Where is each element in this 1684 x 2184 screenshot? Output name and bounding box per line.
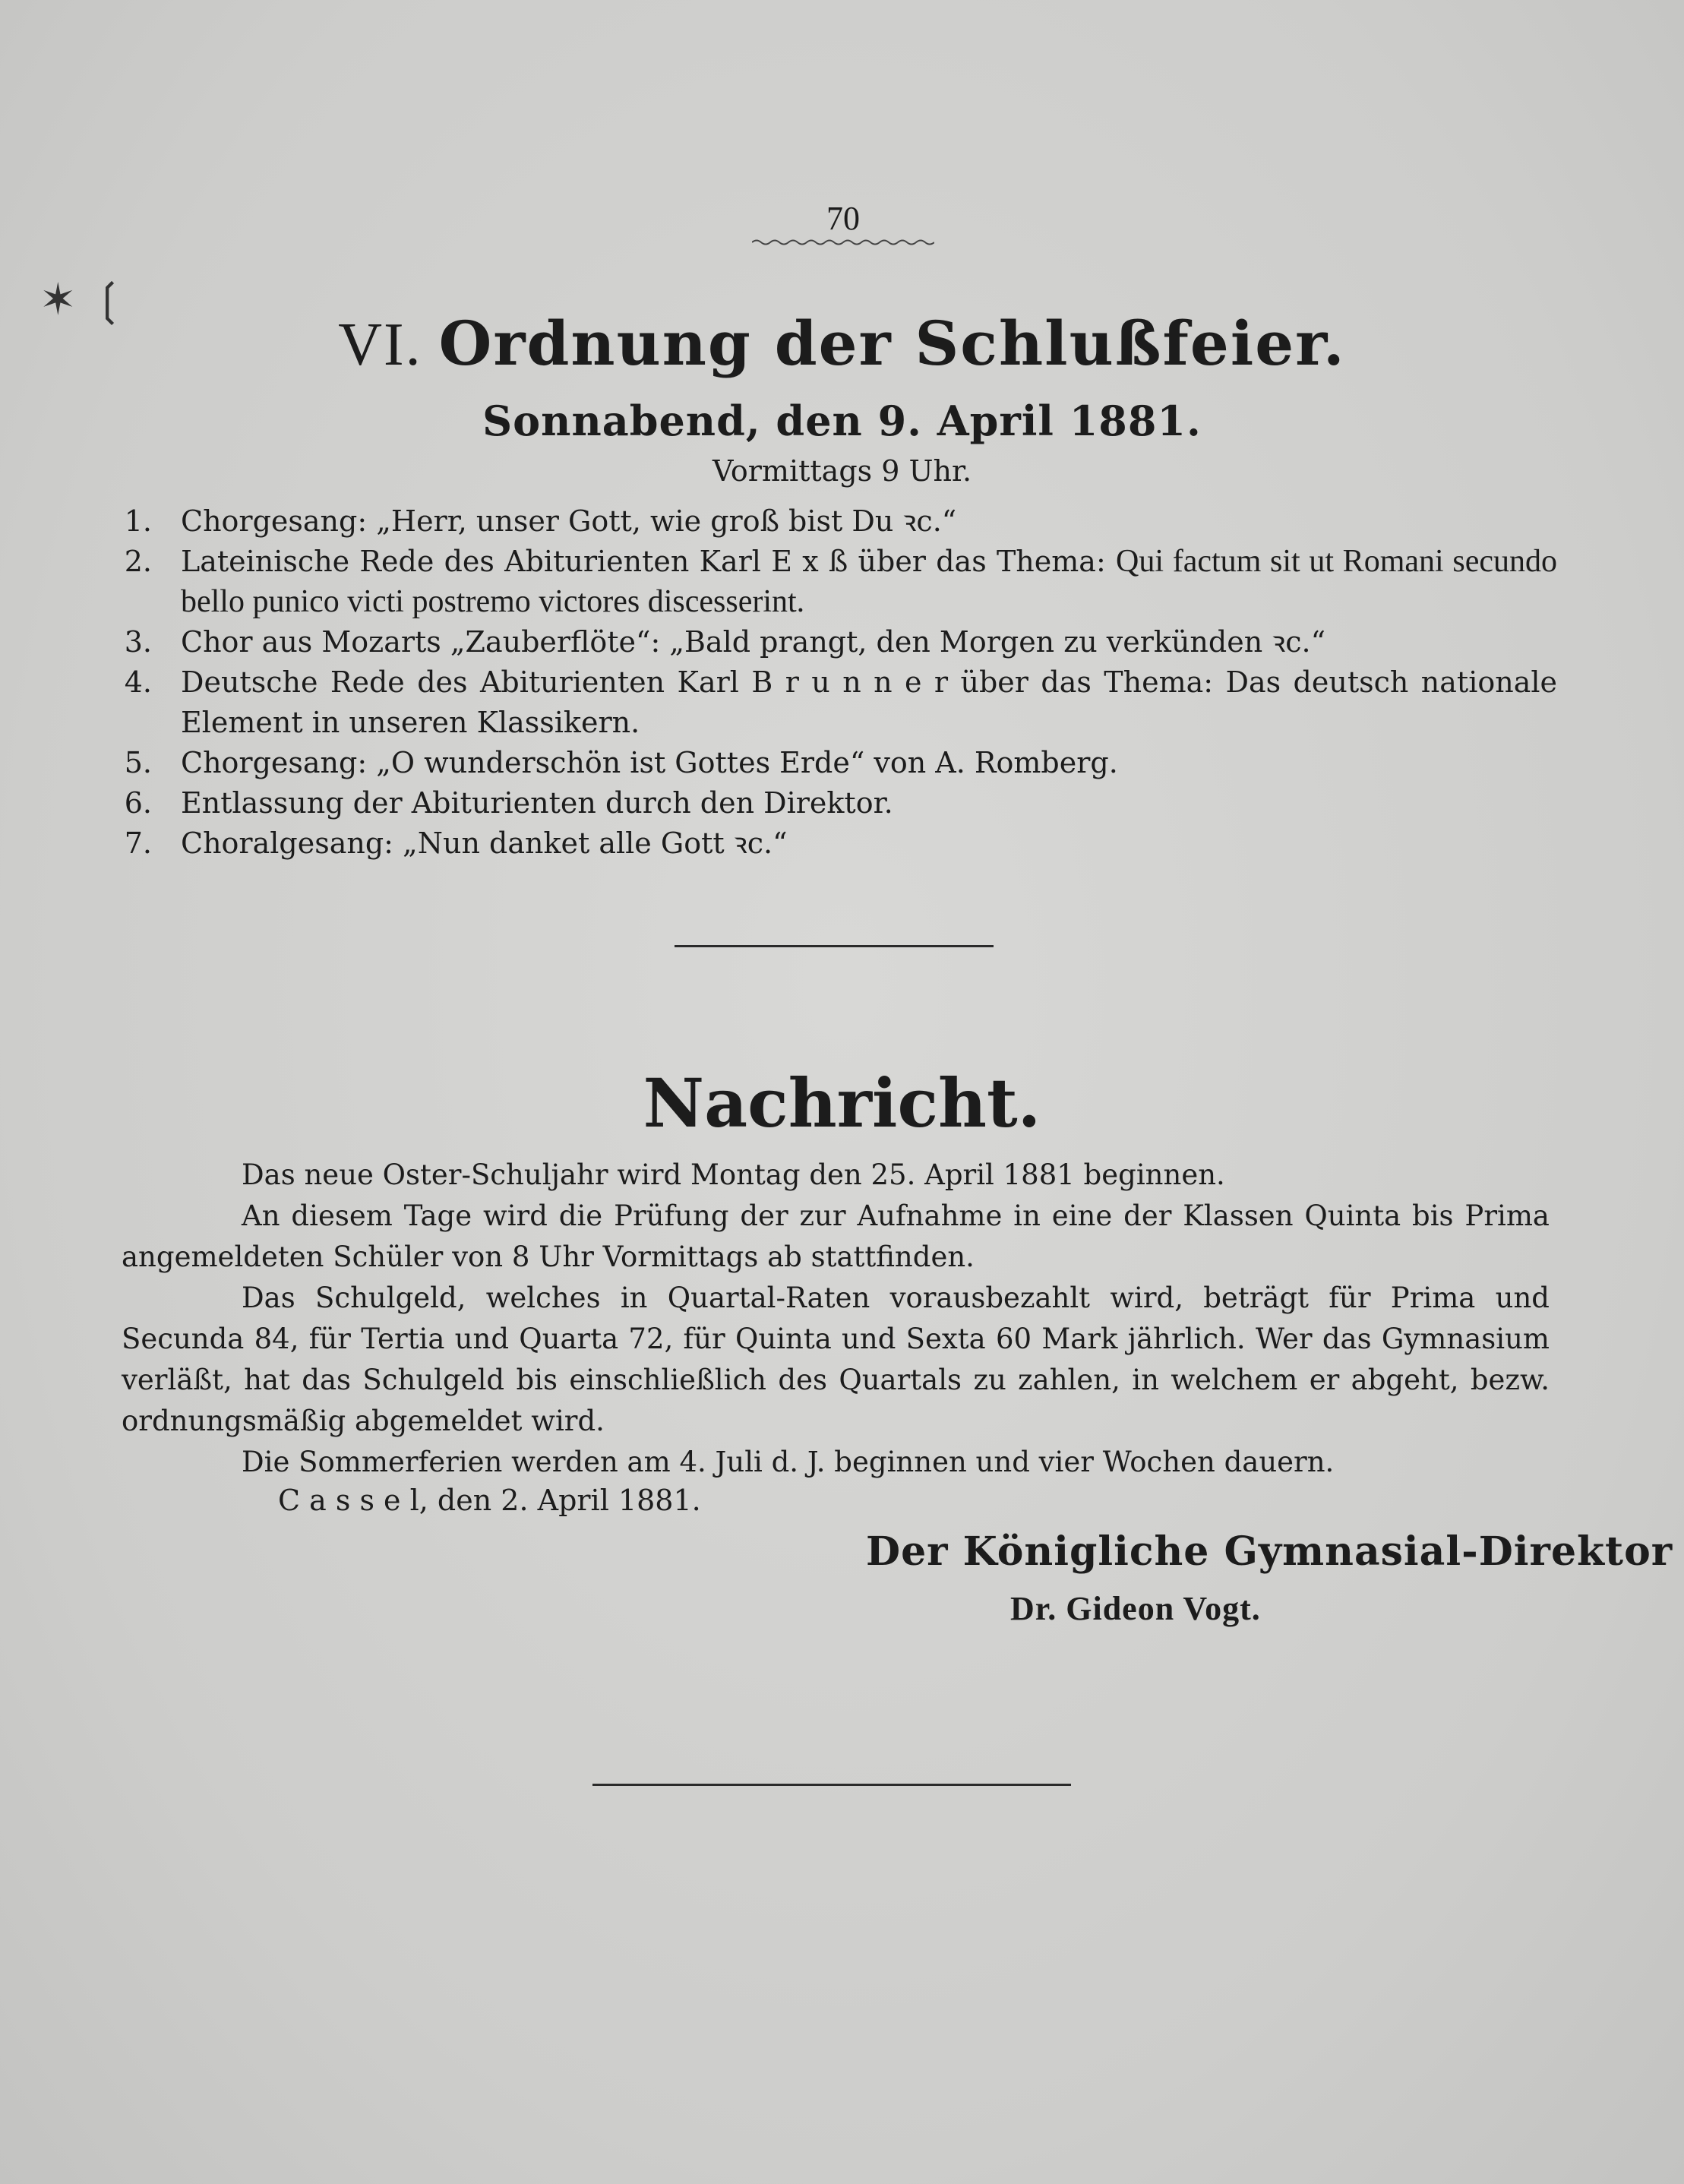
signature-title: Der Königliche Gymnasial-Direktor — [866, 1528, 1673, 1575]
item-number: 7. — [124, 827, 152, 860]
page-number-ornament — [752, 237, 934, 248]
notice-paragraph: Die Sommerferien werden am 4. Juli d. J. beginnen und vier Wochen dauern. — [242, 1446, 1335, 1478]
page-number: 70 — [826, 200, 860, 237]
notice-body — [122, 1155, 1550, 1483]
item-number: 6. — [124, 786, 152, 820]
section-title-text: Ordnung der Schlußfeier. — [438, 308, 1346, 379]
section-divider — [675, 945, 994, 947]
margin-mark: ✶ ❲ — [39, 273, 128, 325]
program-item — [122, 542, 1557, 622]
item-number: 1. — [124, 504, 152, 538]
ceremony-date: Sonnabend, den 9. April 1881. — [482, 397, 1202, 445]
program-item — [122, 743, 1557, 783]
item-text: Choralgesang: „Nun danket alle Gott ꝛc.“ — [181, 827, 788, 860]
item-text: Deutsche Rede des Abiturienten Karl B r u n n e r über das Thema: Das deutsch nationale Element in unseren Klassikern. — [181, 665, 1557, 739]
program-item — [122, 662, 1557, 743]
item-number: 2. — [124, 545, 152, 578]
item-text: Chor aus Mozarts „Zauberflöte“: „Bald prangt, den Morgen zu verkünden ꝛc.“ — [181, 625, 1326, 659]
notice-title: Nachricht. — [643, 1064, 1041, 1143]
program-item — [122, 622, 1557, 662]
item-latin-text: Qui factum sit ut Romani secundo bello punico victi postremo victores discesserint. — [181, 544, 1557, 619]
program-item — [122, 501, 1557, 542]
item-text: Chorgesang: „Herr, unser Gott, wie groß bist Du ꝛc.“ — [181, 504, 957, 538]
closing-divider — [592, 1784, 1071, 1786]
ceremony-time: Vormittags 9 Uhr. — [712, 454, 972, 488]
program-list — [122, 501, 1557, 864]
program-item — [122, 783, 1557, 823]
program-item — [122, 823, 1557, 864]
place-date: C a s s e l, den 2. April 1881. — [278, 1484, 701, 1517]
item-text: Chorgesang: „O wunderschön ist Gottes Erde“ von A. Romberg. — [181, 746, 1118, 779]
section-title — [0, 308, 1684, 380]
item-text: Lateinische Rede des Abiturienten Karl E x ß über das Thema: — [181, 545, 1106, 578]
item-number: 3. — [124, 625, 152, 659]
signature-name: Dr. Gideon Vogt. — [1010, 1590, 1261, 1627]
notice-paragraph: Das neue Oster-Schuljahr wird Montag den 25. April 1881 beginnen. — [242, 1158, 1225, 1191]
notice-paragraph: Das Schulgeld, welches in Quartal-Raten vorausbezahlt wird, beträgt für Prima und Secunda 84, für Tertia und Quarta 72, für Quinta und Sexta 60 Mark jährlich. Wer das Gymnasium verläßt, hat das Schulgeld bis einschließlich des Quartals zu zahlen, in welchem er abgeht, bezw. ordnungsmäßig abgemeldet wird. — [122, 1282, 1550, 1437]
item-text: Entlassung der Abiturienten durch den Direktor. — [181, 786, 893, 820]
notice-paragraph: An diesem Tage wird die Prüfung der zur Aufnahme in eine der Klassen Quinta bis Prima angemeldeten Schüler von 8 Uhr Vormittags ab stattfinden. — [122, 1199, 1550, 1273]
item-number: 5. — [124, 746, 152, 779]
item-number: 4. — [124, 665, 152, 699]
section-number: VI. — [338, 311, 422, 378]
